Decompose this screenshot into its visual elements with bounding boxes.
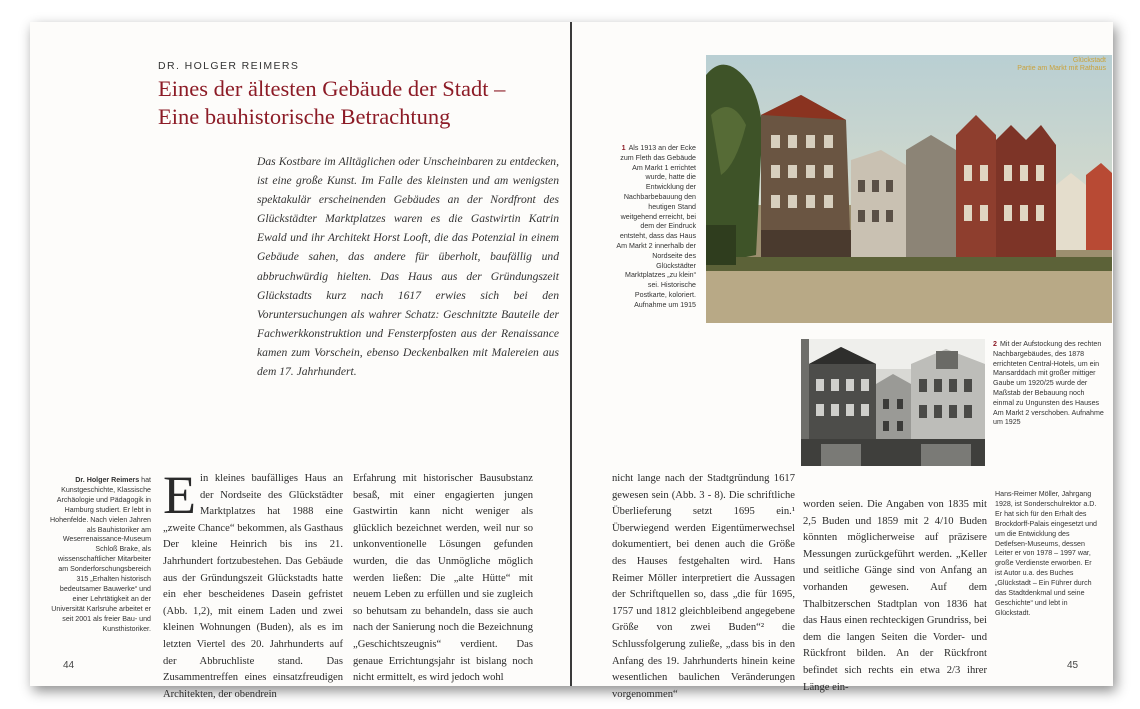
postcard-illustration (706, 55, 1112, 323)
caption-number-2: 2 (993, 340, 997, 348)
body-column-4 (803, 497, 987, 696)
title-line-1: Eines der ältesten Gebäude der Stadt – (158, 76, 506, 101)
author-bio-text: hat Kunstgeschichte, Klassische Archäologie und Pädagogik in Hamburg studiert. Er lebt in Hohenfelde. Nach vielen Jahren als Bauhistoriker am Weserrenaissance-Museum Schloß Brake, als wissenschaftlicher Mitarbeiter am Sonderforschungsbereich 315 „Erhalten historisch bedeutsamer Bauwerke“ und einer Lehrtätigkeit an der Universität Karlsruhe arbeitet er seit 2001 als freier Bau- und Kunsthistoriker. (50, 476, 151, 633)
contributor-bio: Hans-Reimer Möller, Jahrgang 1928, ist Sonderschulrektor a.D. Er hat sich für den Erhalt des Brockdorff-Palais eingesetzt und um die Entwicklung des Detlefsen-Museums, dessen Leiter er von 1978 – 1997 war, große Verdienste erworben. Er ist Autor u.a. des Buches „Glückstadt – Ein Führer durch das Stadtdenkmal und seine Geschichte“ und lebt in Glückstadt. (995, 490, 1097, 617)
body-column-2 (353, 471, 533, 687)
bw-photo-illustration (801, 339, 985, 466)
caption-text-1: Als 1913 an der Ecke zum Fleth das Gebäude Am Markt 1 errichtet wurde, hatte die Entwicklung der Nachbarbebauung den heutigen Stand weitgehend erreicht, bei dem der Eindruck entsteht, dass das Haus Am Markt 2 innerhalb der Nordseite des Glückstädter Marktplatzes „zu klein“ sei. Historische Postkarte, koloriert. Aufnahme um 1915 (616, 144, 696, 309)
right-page (572, 22, 1113, 700)
book-spread (30, 22, 1113, 700)
author-name: DR. HOLGER REIMERS (158, 60, 300, 72)
postcard-title: Glückstadt (1072, 57, 1106, 64)
body-column-3 (612, 471, 795, 703)
title-line-2: Eine bauhistorische Betrachtung (158, 104, 451, 129)
body-text-3: nicht lange nach der Stadtgründung 1617 gewesen sein (Abb. 3 - 8). Die schriftliche Überlieferung setzt 1695 ein.¹ Überwiegend werden Eigentümerwechsel dokumentiert, bei denen auch die Größe des Hauses festgehalten wird. Hans Reimer Möller interpretiert die Aussagen der Schriftquellen so, dass „die für 1695, 1757 und 1812 gleichbleibend angegebene Größe von zwei Buden“² die Schlussfolgerung zuließe, „dass bis in den Anfang des 19. Jahrhunderts hinein keine wesentlichen baulichen Veränderungen vorgenommen“ (612, 473, 795, 700)
figure-caption-1 (615, 144, 696, 311)
figure-caption-2 (993, 340, 1105, 428)
page-number-left: 44 (63, 660, 75, 671)
drop-cap: E (163, 465, 196, 525)
page-number-right: 45 (1067, 660, 1079, 671)
postcard-subtitle: Partie am Markt mit Rathaus (1017, 65, 1106, 72)
body-column-1 (163, 465, 343, 703)
caption-number-1: 1 (621, 144, 626, 152)
author-bio (48, 476, 151, 635)
body-text-4: worden seien. Die Angaben von 1835 mit 2,5 Buden und 1859 mit 2 4/10 Buden könnten möglicherweise auf präzisere Messungen zurückgeführt werden. „Keller und seitliche Gänge sind von Anfang an vorhanden gewesen. Auf dem Thalbitzerschen Stadtplan von 1836 hat das Haus einen rechteckigen Grundriss, bei dem die langen Seiten die Vorder- und Rückfront bilden. An der Rückfront befindet sich rechts ein etwa 2/3 ihrer Länge ein- (803, 499, 987, 693)
black-white-photo (801, 339, 985, 466)
historic-postcard-image (706, 55, 1112, 323)
postcard-caption (706, 57, 1112, 73)
article-title (158, 75, 558, 131)
left-page (30, 22, 570, 700)
caption-text-2: Mit der Aufstockung des rechten Nachbargebäudes, des 1878 errichteten Central-Hotels, um ein Mansarddach mit großer mittiger Gaube um 1920/25 wurde der Maßstab der Bebauung noch einmal zu Ungunsten des Hauses Am Markt 2 verschoben. Aufnahme um 1925 (993, 340, 1104, 427)
body-text-2: Erfahrung mit historischer Bausubstanz besaß, mit einer engagierten jungen Gastwirtin kann nicht weniger als glücklich bezeichnet werden, weil nur so unkonventionelle Lösungen gefunden wurden, die das Unmögliche möglich werden ließen: Die „alte Hütte“ mit neuem Leben zu erfüllen und sie zugleich so behutsam zu behandeln, dass sie auch nach der Sanierung noch die Bezeichnung „Geschichtszeugnis“ verdient. Das genaue Errichtungsjahr ist bislang noch nicht ermittelt, es wird jedoch wohl (353, 473, 533, 684)
body-text-1: in kleines baufälliges Haus an der Nordseite des Glückstädter Marktplatzes hat 1988 eine „zweite Chance“ bekommen, als Gasthaus Der kleine Heinrich bis ins 21. Jahrhundert fortzubestehen. Das Gebäude aus der Gründungszeit Glückstadts hatte ein eher bescheidenes Dasein gefristet (Abb. 1,2), mit einem Laden und zwei kleinen Wohnungen (Buden), als es im letzten Viertel des 20. Jahrhunderts auf der Abbruchliste stand. Das Zusammentreffen eines einsatzfreudigen Architekten, der obendrein (163, 473, 343, 700)
author-bio-name: Dr. Holger Reimers (75, 476, 140, 484)
lead-paragraph: Das Kostbare im Alltäglichen oder Unscheinbaren zu entdecken, ist eine große Kunst. Im Falle des kleinsten und am wenigsten spektakulär erscheinenden Gebäudes an der Nordfront des Glückstädter Marktplatzes waren es die Gastwirtin Katrin Ewald und ihr Architekt Horst Looft, die das Potenzial in einem Gebäude sahen, das andere für überholt, baufällig und abbruchwürdig hielten. Das Haus aus der Gründungszeit Glückstadts kurz nach 1617 erwies sich bei den Voruntersuchungen als wahrer Schatz: Geschnitzte Bauteile der Fachwerkkonstruktion und Fensterpfosten aus der Renaissance kamen zum Vorschein, ebenso Deckenbalken mit Malereien aus dem 17. Jahrhundert. (257, 155, 559, 379)
